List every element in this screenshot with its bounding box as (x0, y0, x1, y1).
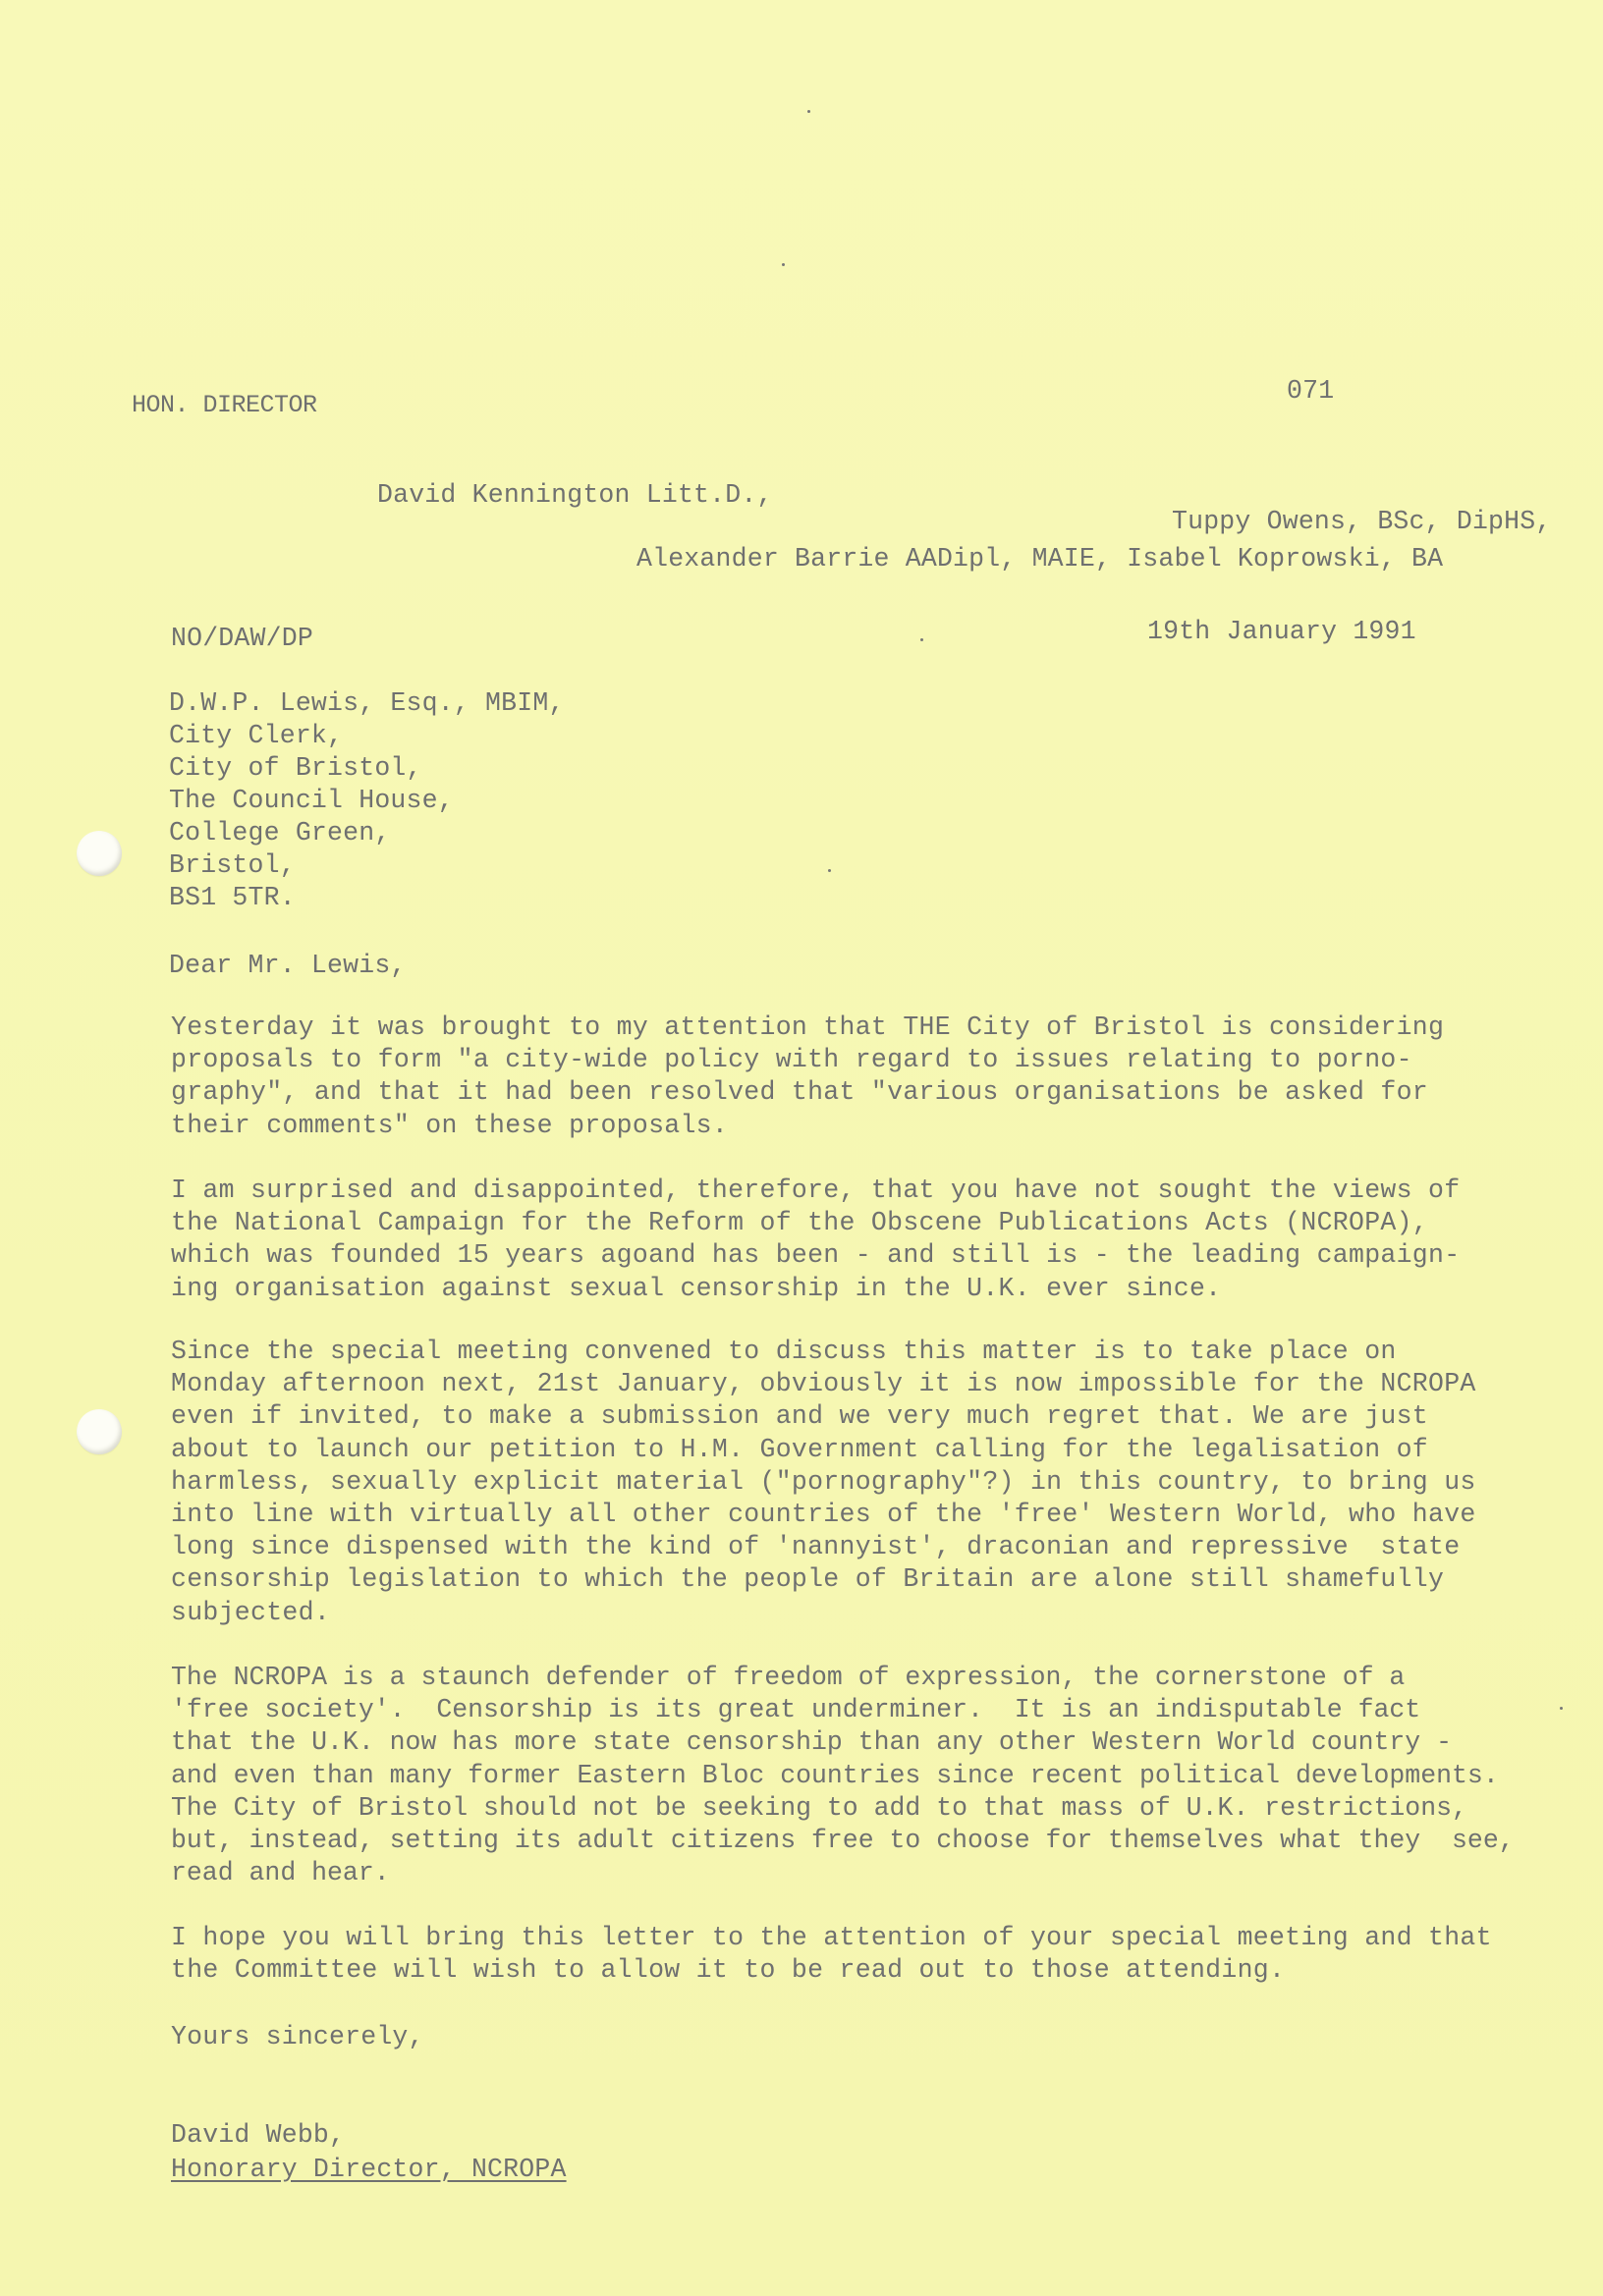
punch-hole-top (77, 831, 122, 876)
paper-speck (828, 869, 831, 872)
body-paragraph-4: The NCROPA is a staunch defender of freedom of expression, the cornerstone of a 'free society'. Censorship is its great underminer. It is an indisputable fact that the U.K. now has more state censorship than any other Western World country - and even than many former Eastern Bloc countries since recent political developments. The City of Bristol should not be seeking to add to that mass of U.K. restrictions, but, instead, setting its adult citizens free to choose for themselves what they see, read and hear. (171, 1663, 1515, 1888)
signatory-title: Honorary Director, NCROPA (171, 2155, 567, 2184)
body-paragraph-2: I am surprised and disappointed, therefore, that you have not sought the views of the National Campaign for the Reform of the Obscene Publications Acts (NCROPA), which was founded 15 years agoand has been - and still is - the leading campaign- ing organisation against sexual censorship in the U.K. ever since. (171, 1175, 1461, 1303)
signatory-name: David Webb, (171, 2120, 346, 2150)
paper-speck (807, 110, 810, 113)
address-line: City Clerk, (169, 721, 344, 750)
letter-reference: NO/DAW/DP (171, 624, 313, 653)
reference-number: 071 (1287, 376, 1335, 406)
punch-hole-bottom (77, 1409, 122, 1454)
body-paragraph-1: Yesterday it was brought to my attention that THE City of Bristol is considering proposals to form "a city-wide policy with regard to issues relating to porno- graphy", and that it had been resolved that "various organisations be asked for their comments" on these proposals. (171, 1012, 1445, 1140)
address-line: Bristol, (169, 850, 296, 880)
recipient-address (169, 687, 565, 914)
paper-speck (1560, 1707, 1563, 1710)
address-line: College Green, (169, 818, 391, 847)
closing: Yours sincerely, (171, 2022, 424, 2051)
officer-line-2: Tuppy Owens, BSc, DipHS, (1172, 507, 1552, 536)
address-line: The Council House, (169, 786, 454, 815)
officer-line-1: David Kennington Litt.D., (377, 480, 773, 510)
paper-speck (920, 638, 923, 641)
officer-line-3: Alexander Barrie AADipl, MAIE, Isabel Koprowski, BA (636, 544, 1444, 574)
address-line: City of Bristol, (169, 753, 422, 783)
salutation: Dear Mr. Lewis, (169, 951, 407, 980)
address-line: BS1 5TR. (169, 883, 296, 912)
paper-speck (782, 263, 785, 266)
letter-date: 19th January 1991 (1147, 617, 1416, 646)
body-paragraph-3: Since the special meeting convened to discuss this matter is to take place on Monday afternoon next, 21st January, obviously it is now impossible for the NCROPA even if invited, to make a submission and we very much regret that. We are just about to launch our petition to H.M. Government calling for the legalisation of harmless, sexually explicit material ("pornography"?) in this country, to bring us into line with virtually all other countries of the 'free' Western World, who have long since dispensed with the kind of 'nannyist', draconian and repressive state censorship legislation to which the people of Britain are alone still shamefully subjected. (171, 1337, 1476, 1627)
address-line: D.W.P. Lewis, Esq., MBIM, (169, 688, 565, 718)
hon-director-heading: HON. DIRECTOR (132, 391, 317, 419)
body-paragraph-5: I hope you will bring this letter to the attention of your special meeting and that the Committee will wish to allow it to be read out to those attending. (171, 1923, 1492, 1986)
